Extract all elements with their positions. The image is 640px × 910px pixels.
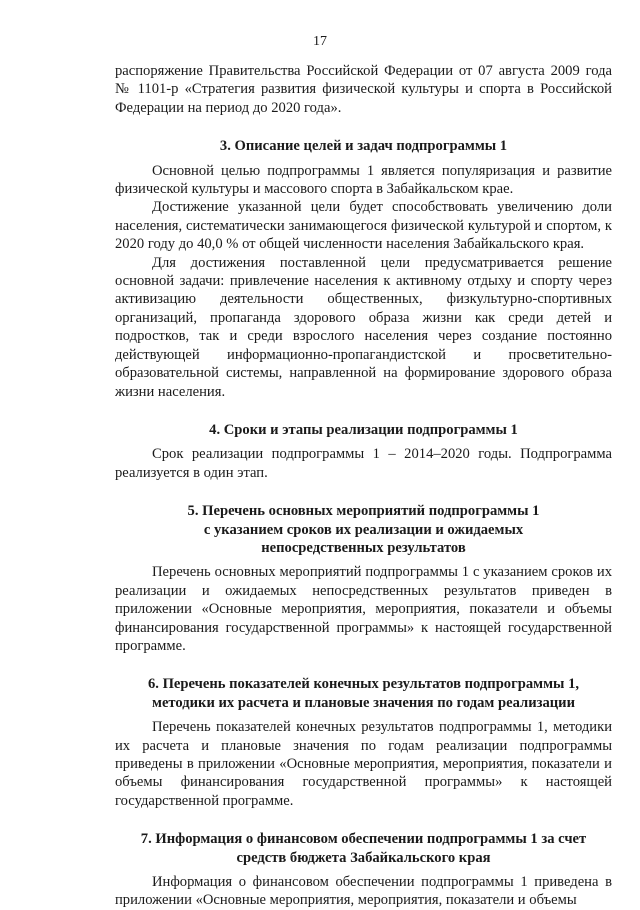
section-4-heading: 4. Сроки и этапы реализации подпрограммы 1: [209, 421, 518, 438]
document-body: [115, 62, 612, 910]
section-5-heading-line-2: с указанием сроков их реализации и ожидаемых: [203, 521, 524, 538]
section-6-heading-line-2: методики их расчета и плановые значения по годам реализации: [152, 694, 575, 711]
section-5-heading-line-1: 5. Перечень основных мероприятий подпрограммы 1: [187, 503, 540, 520]
section-6-paragraph-1: Перечень показателей конечных результатов подпрограммы 1, методики их расчета и плановые значения по годам реализации подпрограммы приведены в приложении «Основные мероприятия, мероприятия, показатели и объемы финансирования государственной программы» к настоящей государственной программе.: [115, 719, 612, 809]
section-7-heading-line-1: 7. Информация о финансовом обеспечении подпрограммы 1 за счет: [140, 831, 587, 848]
section-6-heading-line-1: 6. Перечень показателей конечных результатов подпрограммы 1,: [147, 676, 580, 693]
section-7-paragraph-1: Информация о финансовом обеспечении подпрограммы 1 приведена в приложении «Основные мероприятия, мероприятия, показатели и объемы: [115, 874, 612, 909]
section-4-paragraph-1: Срок реализации подпрограммы 1 – 2014–2020 годы. Подпрограмма реализуется в один этап.: [115, 446, 612, 481]
section-6-heading: [115, 675, 612, 712]
intro-paragraph: распоряжение Правительства Российской Федерации от 07 августа 2009 года № 1101-р «Стратегия развития физической культуры и спорта в Российской Федерации на период до 2020 года».: [115, 63, 612, 116]
section-3-paragraph-1: Основной целью подпрограммы 1 является популяризация и развитие физической культуры и массового спорта в Забайкальском крае.: [115, 162, 612, 198]
section-3-paragraph-2: Достижение указанной цели будет способствовать увеличению доли населения, систематически занимающегося физической культурой и спортом, к 2020 году до 40,0 % от общей численности населения Забайкальского края.: [115, 199, 612, 253]
section-5-heading-line-3: непосредственных результатов: [261, 539, 466, 556]
section-5-heading: [115, 502, 612, 557]
section-7-heading: [115, 830, 612, 867]
section-3-paragraph-3: Для достижения поставленной цели предусматривается решение основной задачи: привлечение населения к активному отдыху и спорту через активизацию деятельности общественных, физкультурно-спортивных организаций, пропаганда здорового образа жизни как среди детей и подростков, так и среди взрослого населения через создание постоянно действующей информационно-пропагандистской и просветительно-образовательной системы, направленной на формирование здорового образа жизни населения.: [115, 254, 612, 400]
page-number: 17: [313, 34, 327, 49]
section-5-paragraph-1: Перечень основных мероприятий подпрограммы 1 с указанием сроков их реализации и ожидаемых непосредственных результатов приведен в приложении «Основные мероприятия, мероприятия, показатели и объемы финансирования государственной программы» к настоящей государственной программе.: [115, 564, 612, 654]
section-3-heading: 3. Описание целей и задач подпрограммы 1: [219, 138, 508, 155]
section-7-heading-line-2: средств бюджета Забайкальского края: [236, 849, 491, 866]
